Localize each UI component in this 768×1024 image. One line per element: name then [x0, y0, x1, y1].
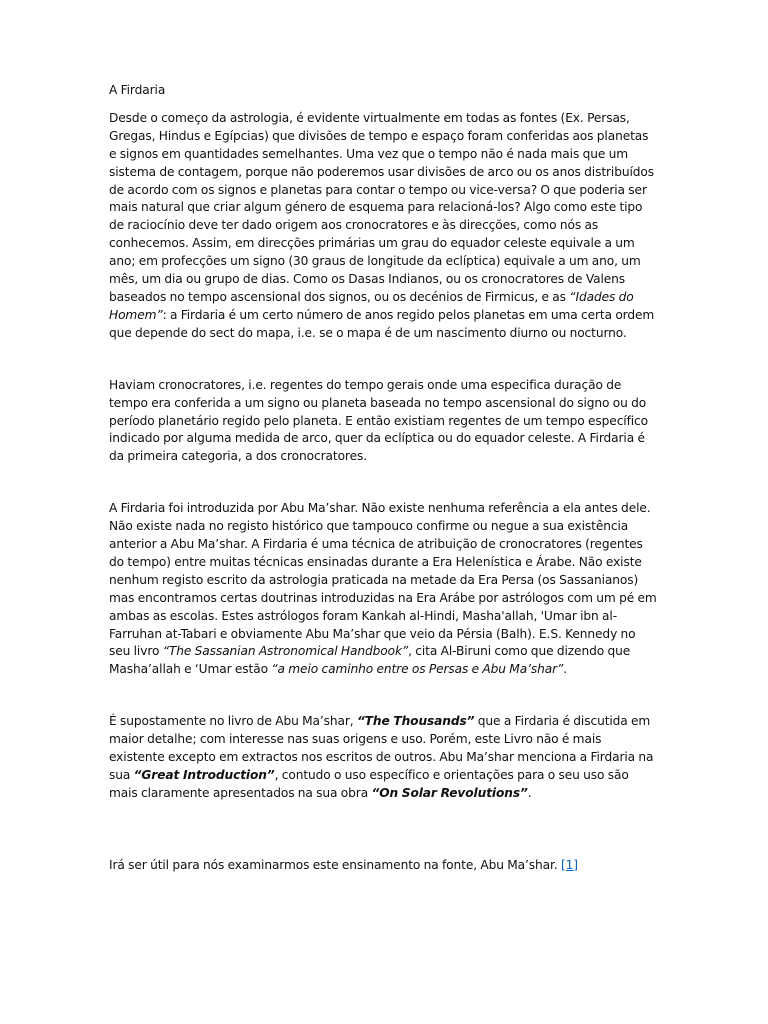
paragraph-sources-text: É supostamente no livro de Abu Ma’shar, — [109, 714, 357, 729]
paragraph-intro-text: Desde o começo da astrologia, é evidente virtualmente em todas as fontes (Ex. Persas, Gregas, Hindus e Egípcias) que divisões de tempo e espaço foram conferidas aos planetas e signos em quantidades semelhantes. Uma vez que o tempo não é nada mais que um sistema de contagem, porque não poderemos usar divisões de arco ou os anos distribuídos de acordo com os signos e planetas para contar o tempo ou vice-versa? O que poderia ser mais natural que criar algum género de esquema para relacioná-los? Algo como este tipo de raciocínio deve ter dado origem aos cronocratores e às direcções, como nós as conhecemos. Assim, em direcções primárias um grau do equador celeste equivale a um ano; em profecções um signo (30 graus de longitude da eclíptica) equivale a um ano, um mês, um dia ou grupo de dias. Como os Dasas Indianos, ou os cronocratores de Valens baseados no tempo ascensional dos signos, ou os decénios de Firmicus, e as — [109, 110, 655, 304]
footnote-link[interactable]: [1] — [560, 857, 578, 872]
paragraph-closing — [109, 857, 659, 875]
paragraph-intro-text-end: : a Firdaria é um certo número de anos regido pelos planetas em uma certa ordem que depende do sect do mapa, i.e. se o mapa é de um nascimento diurno ou nocturno. — [109, 307, 655, 340]
paragraph-history — [109, 500, 659, 679]
biruni-quote: “a meio caminho entre os Persas e Abu Ma’shar” — [271, 662, 564, 677]
paragraph-sources — [109, 713, 659, 803]
sassanian-handbook-title: “The Sassanian Astronomical Handbook” — [162, 644, 409, 659]
paragraph-sources-text-end: . — [527, 785, 532, 800]
paragraph-history-text-mid: , cita Al-Biruni como que dizendo que Masha’allah e ‘Umar estão — [109, 644, 631, 677]
document-title: A Firdaria — [109, 83, 166, 97]
solar-revolutions-title: “On Solar Revolutions” — [371, 785, 528, 800]
paragraph-cronocratores: Haviam cronocratores, i.e. regentes do tempo gerais onde uma especifica duração de tempo era conferida a um signo ou planeta baseada no tempo ascensional do signo ou do período planetário regido pelo planeta. E então existiam regentes de um tempo específico indicado por alguma medida de arco, quer da eclíptica ou do equador celeste. A Firdaria é da primeira categoria, a dos cronocratores. — [109, 377, 649, 464]
great-introduction-title: “Great Introduction” — [133, 768, 275, 782]
paragraph-intro — [109, 110, 659, 343]
paragraph-closing-text: Irá ser útil para nós examinarmos este ensinamento na fonte, Abu Ma’shar. — [109, 857, 561, 872]
paragraph-history-text: A Firdaria foi introduzida por Abu Ma’shar. Não existe nenhuma referência a ela antes dele. Não existe nada no registo histórico que tampouco confirme ou negue a sua existência anterior a Abu Ma’shar. A Firdaria é uma técnica de atribuição de cronocratores (regentes do tempo) entre muitas técnicas ensinadas durante a Era Helenística e Árabe. Não existe nenhum registo escrito da astrologia praticada na metade da Era Persa (os Sassanianos) mas encontramos certas doutrinas introduzidas na Era Arábe por astrólogos com um pé em ambas as escolas. Estes astrólogos foram Kankah al-Hindi, Masha'allah, 'Umar ibn al-Farruhan at-Tabari e obviamente Abu Ma’shar que veio da Pérsia (Balh). E.S. Kennedy no seu livro — [109, 501, 657, 659]
paragraph-sources-text-3: , contudo o uso específico e orientações para o seu uso são mais claramente apresentados na sua obra — [109, 768, 629, 800]
paragraph-history-text-end: . — [563, 662, 567, 677]
document-body — [109, 82, 659, 875]
paragraph-sources-text-2: que a Firdaria é discutida em maior detalhe; com interesse nas suas origens e uso. Porém, este Livro não é mais existente excepto em extractos nos escritos de outros. Abu Ma’shar menciona a Firdaria na sua — [109, 714, 654, 782]
the-thousands-title: “The Thousands” — [356, 714, 475, 729]
idades-do-homem-quote: “Idades do Homem” — [109, 289, 634, 322]
